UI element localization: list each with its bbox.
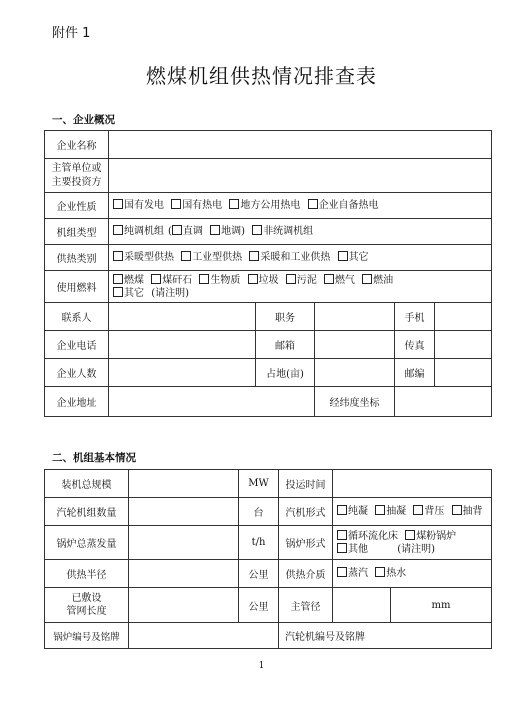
heating-type-label: 供热类别 (45, 245, 109, 271)
unit-km: 公里 (239, 560, 279, 588)
close-paren: ) (241, 225, 245, 237)
checkbox-icon (113, 225, 123, 235)
nature-option[interactable] (113, 200, 164, 211)
fax-label: 传真 (395, 331, 435, 359)
heating-type-option[interactable] (249, 252, 330, 263)
fuel-options (109, 271, 492, 303)
heating-type-option[interactable] (113, 252, 174, 263)
nature-option-label: 国有热电 (182, 199, 223, 211)
checkbox-icon (337, 530, 347, 540)
boiler-form-option[interactable] (337, 544, 368, 555)
fuel-option-label: 生物质 (210, 274, 241, 286)
unit-type-option-label: 非统调机组 (263, 225, 314, 237)
fuel-option[interactable] (286, 275, 317, 286)
fuel-option[interactable] (113, 275, 144, 286)
phone-field[interactable] (109, 331, 256, 359)
checkbox-icon (286, 274, 296, 284)
pipe-length-field[interactable] (129, 588, 239, 623)
attachment-label: 附件 1 (52, 26, 91, 41)
boiler-nameplate-field[interactable] (129, 623, 279, 649)
turbine-form-option-label: 纯凝 (348, 505, 368, 517)
turbine-form-label: 汽机形式 (279, 498, 333, 526)
main-pipe-label: 主管径 (279, 588, 333, 623)
medium-options (333, 560, 492, 588)
checkbox-icon (324, 274, 334, 284)
unit-info-table (44, 469, 492, 649)
unit-type-option-label: 直调 (182, 225, 203, 237)
turbine-count-label: 汽轮机组数量 (45, 498, 129, 526)
company-overview-table (44, 130, 492, 417)
turbine-form-option[interactable] (452, 506, 483, 517)
authority-label (45, 159, 109, 193)
pipe-length-label-line2: 管网长度 (66, 606, 107, 617)
nature-label: 企业性质 (45, 193, 109, 219)
checkbox-icon (337, 505, 347, 515)
unit-km: 公里 (239, 588, 279, 623)
checkbox-icon (151, 274, 161, 284)
checkbox-icon (308, 199, 318, 209)
fuel-option[interactable] (199, 275, 240, 286)
fuel-option-label: 煤矸石 (162, 274, 193, 286)
postcode-field[interactable] (315, 331, 395, 359)
fuel-option[interactable] (248, 275, 279, 286)
fuel-option-label: 污泥 (296, 274, 317, 286)
unit-type-option[interactable] (210, 226, 245, 237)
section-heading-units: 二、机组基本情况 (52, 452, 136, 464)
fuel-option-label: 其它 (124, 287, 144, 299)
checkbox-icon (362, 274, 372, 284)
boiler-form-option-label: 煤粉锅炉 (416, 530, 457, 542)
boiler-form-option[interactable] (405, 531, 456, 542)
unit-mw: MW (239, 470, 279, 498)
nature-option[interactable] (171, 200, 222, 211)
headcount-label: 企业人数 (45, 359, 109, 387)
turbine-form-option-label: 抽凝 (386, 505, 407, 517)
heating-type-option[interactable] (181, 252, 242, 263)
heating-type-option-label: 工业型供热 (192, 251, 243, 263)
turbine-form-option[interactable] (413, 506, 444, 517)
heating-type-option[interactable] (338, 252, 369, 263)
fax-field[interactable] (435, 331, 492, 359)
checkbox-icon (452, 505, 462, 515)
headcount-field[interactable] (109, 359, 256, 387)
boiler-form-option[interactable] (337, 531, 398, 542)
checkbox-icon (113, 287, 123, 297)
page-number: 1 (258, 661, 265, 671)
turbine-form-option[interactable] (337, 506, 368, 517)
checkbox-icon (113, 199, 123, 209)
checkbox-icon (413, 505, 423, 515)
address-label: 企业地址 (45, 387, 109, 417)
open-paren: ( (168, 225, 172, 237)
unit-type-options (109, 219, 492, 245)
checkbox-icon (249, 251, 259, 261)
unit-th: t/h (239, 526, 279, 560)
unit-type-option[interactable] (113, 226, 164, 237)
checkbox-icon (337, 567, 347, 577)
unit-type-label: 机组类型 (45, 219, 109, 245)
fuel-option-label: 燃煤 (124, 274, 144, 286)
authority-label-line2: 主要投资方 (51, 176, 102, 188)
nature-option-label: 地方公用热电 (240, 199, 301, 211)
checkbox-icon (210, 225, 220, 235)
pipe-length-label (45, 588, 129, 623)
position-field[interactable] (315, 303, 395, 331)
checkbox-icon (229, 199, 239, 209)
mobile-label: 手机 (395, 303, 435, 331)
nature-options (109, 193, 492, 219)
phone-label: 企业电话 (45, 331, 109, 359)
nature-option-label: 企业自备热电 (318, 199, 379, 211)
turbine-form-option[interactable] (375, 506, 406, 517)
medium-option[interactable] (337, 568, 368, 579)
nature-option[interactable] (308, 200, 379, 211)
mobile-field[interactable] (435, 303, 492, 331)
coords-field[interactable] (395, 387, 492, 417)
checkbox-icon (252, 225, 262, 235)
checkbox-icon (172, 225, 182, 235)
checkbox-icon (248, 274, 258, 284)
capacity-label: 装机总规模 (45, 470, 129, 498)
form-title: 燃煤机组供热情况排查表 (146, 64, 377, 88)
radius-field[interactable] (129, 560, 239, 588)
checkbox-icon (337, 543, 347, 553)
unit-tai: 台 (239, 498, 279, 526)
checkbox-icon (338, 251, 348, 261)
fuel-option-label: 燃油 (373, 274, 394, 286)
fuel-option[interactable] (151, 275, 192, 286)
checkbox-icon (113, 251, 123, 261)
zip-label: 邮编 (395, 359, 435, 387)
checkbox-icon (405, 530, 415, 540)
capacity-field[interactable] (129, 470, 239, 498)
fuel-label: 使用燃料 (45, 271, 109, 303)
turbine-form-option-label: 抽背 (462, 505, 483, 517)
turbine-nameplate-cell (279, 623, 492, 649)
pipe-length-label-line1: 已敷设 (71, 593, 102, 604)
fuel-option[interactable] (324, 275, 355, 286)
heating-type-option-label: 采暖型供热 (124, 251, 174, 263)
checkbox-icon (375, 567, 385, 577)
fuel-option[interactable] (362, 275, 393, 286)
boiler-form-option-label: 其他 (348, 543, 368, 555)
checkbox-icon (181, 251, 191, 261)
nature-option-label: 国有发电 (124, 199, 164, 211)
boiler-steam-label: 锅炉总蒸发量 (45, 526, 129, 560)
fuel-option[interactable] (113, 288, 144, 299)
medium-option-label: 蒸汽 (348, 567, 368, 579)
unit-mm: mm (431, 599, 451, 611)
medium-label: 供热介质 (279, 560, 333, 588)
commission-label: 投运时间 (279, 470, 333, 498)
checkbox-icon (375, 505, 385, 515)
checkbox-icon (171, 199, 181, 209)
turbine-count-field[interactable] (129, 498, 239, 526)
boiler-form-note: (请注明) (397, 543, 435, 555)
boiler-form-label: 锅炉形式 (279, 526, 333, 560)
area-field[interactable] (315, 359, 395, 387)
checkbox-icon (113, 274, 123, 284)
address-field[interactable] (109, 387, 315, 417)
unit-type-option[interactable] (252, 226, 313, 237)
heating-type-options (109, 245, 492, 271)
nature-option[interactable] (229, 200, 300, 211)
main-pipe-field[interactable] (333, 588, 492, 623)
radius-label: 供热半径 (45, 560, 129, 588)
commission-field[interactable] (333, 470, 492, 498)
heating-type-option-label: 其它 (348, 251, 369, 263)
boiler-form-option-label: 循环流化床 (348, 530, 398, 542)
fuel-note: (请注明) (151, 287, 189, 299)
company-name-label: 企业名称 (45, 131, 109, 159)
fuel-option-label: 垃圾 (258, 274, 279, 286)
authority-label-line1: 主管单位或 (51, 162, 102, 174)
area-label: 占地(亩) (256, 359, 315, 387)
checkbox-icon (199, 274, 209, 284)
medium-option[interactable] (375, 568, 406, 579)
coords-label: 经纬度坐标 (315, 387, 395, 417)
position-label: 职务 (256, 303, 315, 331)
zip-field[interactable] (435, 359, 492, 387)
unit-type-option-label: 地调 (221, 225, 242, 237)
postcode-label: 邮箱 (256, 331, 315, 359)
turbine-form-option-label: 背压 (424, 505, 445, 517)
contact-label: 联系人 (45, 303, 109, 331)
fuel-option-label: 燃气 (334, 274, 355, 286)
contact-field[interactable] (109, 303, 256, 331)
turbine-form-options (333, 498, 492, 526)
boiler-form-options (333, 526, 492, 560)
authority-field[interactable] (109, 159, 492, 193)
section-heading-company: 一、企业概况 (52, 114, 115, 126)
boiler-steam-field[interactable] (129, 526, 239, 560)
medium-option-label: 热水 (386, 567, 407, 579)
unit-type-option[interactable] (172, 226, 203, 237)
main-pipe-input[interactable] (333, 588, 391, 622)
boiler-nameplate-label: 锅炉编号及铭牌 (45, 623, 129, 649)
company-name-field[interactable] (109, 131, 492, 159)
unit-type-option-label: 纯调机组 (124, 225, 164, 237)
turbine-nameplate-label: 汽轮机编号及铭牌 (285, 632, 365, 643)
heating-type-option-label: 采暖和工业供热 (260, 251, 331, 263)
